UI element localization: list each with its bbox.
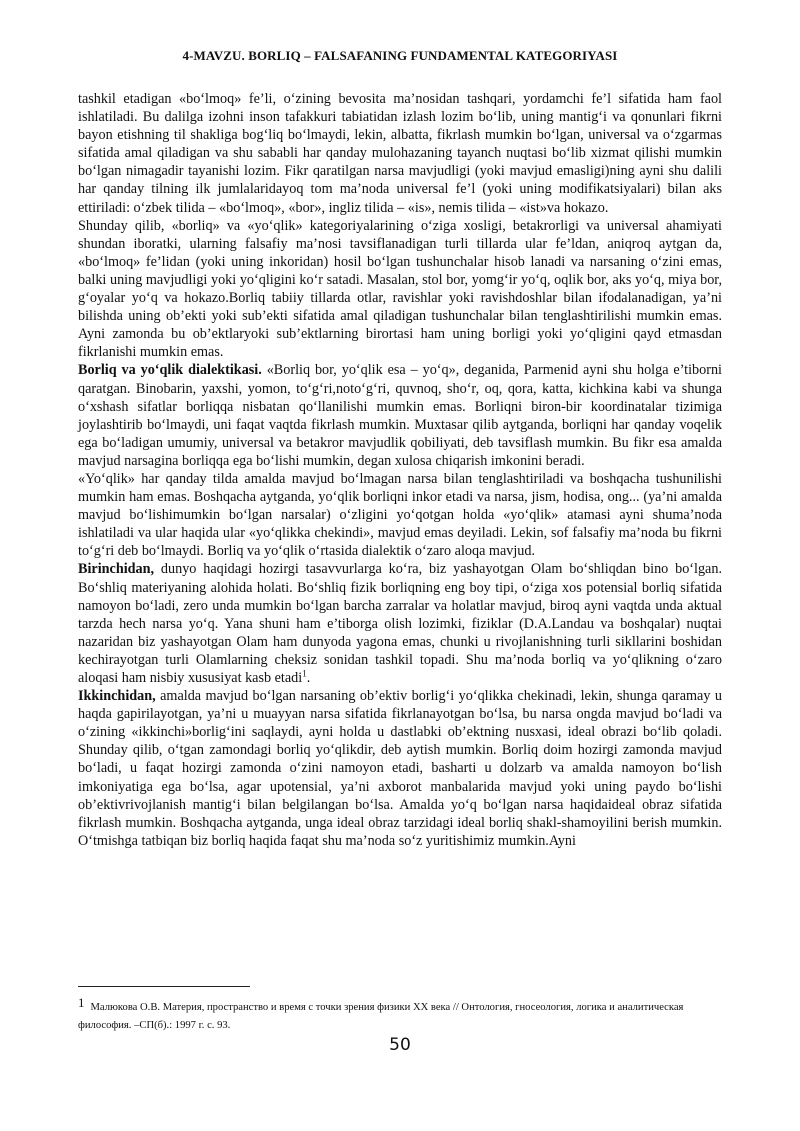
- paragraph-text: amalda mavjud bo‘lgan narsaning ob’ektiv borlig‘i yo‘qlikka chekinadi, lekin, shunga qaramay u haqda gapirilayotgan, ya’ni u muayyan narsa sifatida fikrlanayotgan bo‘lsa, bu narsa ongda mavjud bo‘ladi va o‘zining «ikkinchi»borlig‘ini saqlaydi, ayni holda u dastlabki ob’ektning nusxasi, ideal obrazi bo‘lib qoladi. Shunday qilib, o‘tgan zamondagi borliq yo‘qlikdir, deb aytish mumkin. Borliq doim hozirgi zamonda mavjud bo‘ladi, u faqat hozirgi zamonda o‘zini namoyon etadi, basharti u dolzarb va amalda namoyon bo‘lish imkoniyatiga ega bo‘lsa, agar upotensial, ya’ni axborot manbalarida mavjud yoki uning paydo bo‘lishi ob’ektivrivojlanish mantig‘i bilan belgilangan bo‘lsa. Amalda yo‘q bo‘lgan narsa haqidaideal obraz sifatida fikrlash mumkin. Boshqacha aytganda, unga ideal obraz tarzidagi ideal borliq shakl-shamoyilini berish mumkin. O‘tmishga tatbiqan biz borliq haqida faqat shu ma’noda so‘z yuritishimiz mumkin.Ayni: [78, 688, 722, 849]
- footnote-divider: [78, 986, 250, 987]
- paragraph: [78, 470, 722, 560]
- paragraph-text: Shunday qilib, «borliq» va «yo‘qlik» kategoriyalarining o‘ziga xosligi, betakrorligi va universal ahamiyati shundan iboratki, ularning falsafiy ma’nosi tavsiflanadigan turli tillarda ular fe’ldan, aniqroq aytgan da, «bo‘lmoq» fe’lidan (yoki uning inkoridan) hosil bo‘lgan tushunchalar hisob lanadi va narsaning o‘zini emas, balki uning mavjudligi yoki yo‘qligini ko‘r satadi. Masalan, stol bor, yomg‘ir yo‘q, oqlik bor, aks yo‘q, miya bor, g‘oyalar yo‘q va hokazo.Borliq tabiiy tillarda otlar, ravishlar yoki ravishdoshlar bilan ifodalanadigan, ya’ni bilishda uning ob’ekti yoki sub’ekti sifatida amal qiladigan tushunchalar bilan tenglashtirilishi mumkin emas. Ayni zamonda bu ob’ektlaryoki sub’ektlarning birortasi ham uning borligi yoki yo‘qligini qayd etmasdan fikrlanishi mumkin emas.: [78, 217, 722, 361]
- paragraph-tail: .: [306, 670, 311, 686]
- paragraph: [78, 361, 722, 470]
- paragraph: [78, 90, 722, 217]
- footnote: [78, 994, 722, 1035]
- footnote-reference[interactable]: 1: [302, 668, 307, 679]
- body-text: [78, 90, 722, 850]
- paragraph-text: «Borliq bor, yo‘qlik esa – yo‘q», deganida, Parmenid ayni shu holga e’tiborni qaratgan. Binobarin, yaxshi, yomon, to‘g‘ri,noto‘g‘ri, quvnoq, sho‘r, oq, qora, katta, kichkina kabi va shunga o‘xshash sifatlar borliqqa nisbatan qo‘llanilishi mumkin emas. Borliqni biron-bir koordinatalar tizimiga joylashtirib bo‘lmaydi, uni faqat vaqtda fikrlash mumkin. Muxtasar qilib aytganda, borliqni har qanday voqelik ega bo‘ladigan umumiy, universal va betakror mavjudlik qobiliyati, deb tavsiflash mumkin. Bu fikr esa amalda mavjud narsagina borliqqa ega bo‘lishi mumkin, degan xulosa chiqarish imkonini beradi.: [78, 362, 722, 469]
- paragraph: [78, 560, 722, 687]
- paragraph-text: tashkil etadigan «bo‘lmoq» fe’li, o‘zining bevosita ma’nosidan tashqari, yordamchi fe’l sifatida ham faol ishlatiladi. Bu dalilga izohni inson tafakkuri tabiatidan izlash lozim bo‘lib, uning mantig‘i va qonunlari fikrni bayon etishning til shakliga bog‘liq bo‘lmaydi, lekin, albatta, fikrlash mumkin bo‘lgan, universal va o‘zgarmas sifatida amal qiladigan va shu sababli har qanday mulohazaning tayanch nuqtasi bo‘lib xizmat qilishi mumkin bo‘lgan nimagadir tayanishi lozim. Fikr qaratilgan narsa mavjudligi (yoki mavjud emasligi)ning ayni shu dalili har qanday tilning ilk jumlalaridayoq tom ma’noda universal fe’l (yoki uning modifikatsiyalari) bilan aks ettiriladi: o‘zbek tilida – «bo‘lmoq», «bor», ingliz tilida – «is», nemis tilida – «ist»va hokazo.: [78, 91, 722, 216]
- paragraph: [78, 217, 722, 362]
- paragraph-text: «Yo‘qlik» har qanday tilda amalda mavjud bo‘lmagan narsa bilan tenglashtiriladi va boshqacha tushunilishi mumkin ham emas. Boshqacha aytganda, yo‘qlik borliqni inkor etadi va narsa, jism, hodisa, ong... (ya’ni amalda mavjud bo‘lishimumkin bo‘lgan narsalar) o‘zligini yo‘qotgan holda «yo‘qlik» atamasi ayni shuma’noda ishlatiladi va ular haqida ular «yo‘qlikka chekindi», mavjud emas deyiladi. Lekin, sof falsafiy ma’noda bu fikrni to‘g‘ri deb bo‘lmaydi. Borliq va yo‘qlik o‘rtasida dialektik o‘zaro aloqa mavjud.: [78, 470, 722, 560]
- paragraph-heading: Borliq va yo‘qlik dialektikasi.: [78, 362, 262, 379]
- paragraph: [78, 687, 722, 850]
- footnote-text: Малюкова О.В. Материя, пространство и время с точки зрения физики XX века // Онтология, гносеология, логика и аналитическая философия. –СП(б).: 1997 г. с. 93.: [78, 1002, 684, 1031]
- paragraph-heading: Ikkinchidan,: [78, 688, 156, 705]
- paragraph-heading: Birinchidan,: [78, 561, 155, 578]
- page-number: 50: [389, 1035, 411, 1055]
- paragraph-text: dunyo haqidagi hozirgi tasavvurlarga ko‘ra, biz yashayotgan Olam bo‘shliqdan bino bo‘lgan. Bo‘shliq materiyaning alohida holati. Bo‘shliq fizik borliqning eng boy tipi, o‘ziga xos potensial borliq sifatida namoyon bo‘ladi, zero unda mumkin bo‘lgan barcha zarralar va holatlar mavjud, biroq ayni vaqtda unda aktual tarzda hech narsa yo‘q. Yana shuni ham e’tiborga olish lozimki, fiziklar (D.A.Landau va boshqalar) nuqtai nazaridan biz yashayotgan Olam ham dunyoda yagona emas, chunki u rivojlanishning turli sikllarini boshidan kechirayotgan turli Olamlarning cheksiz sonidan tashkil topadi. Shu ma’noda borliq va yo‘qlikning o‘zaro aloqasi ham nisbiy xususiyat kasb etadi: [78, 561, 722, 686]
- running-header: 4-MAVZU. BORLIQ – FALSAFANING FUNDAMENTAL KATEGORIYASI: [182, 48, 618, 63]
- footnote-mark: 1: [78, 995, 85, 1010]
